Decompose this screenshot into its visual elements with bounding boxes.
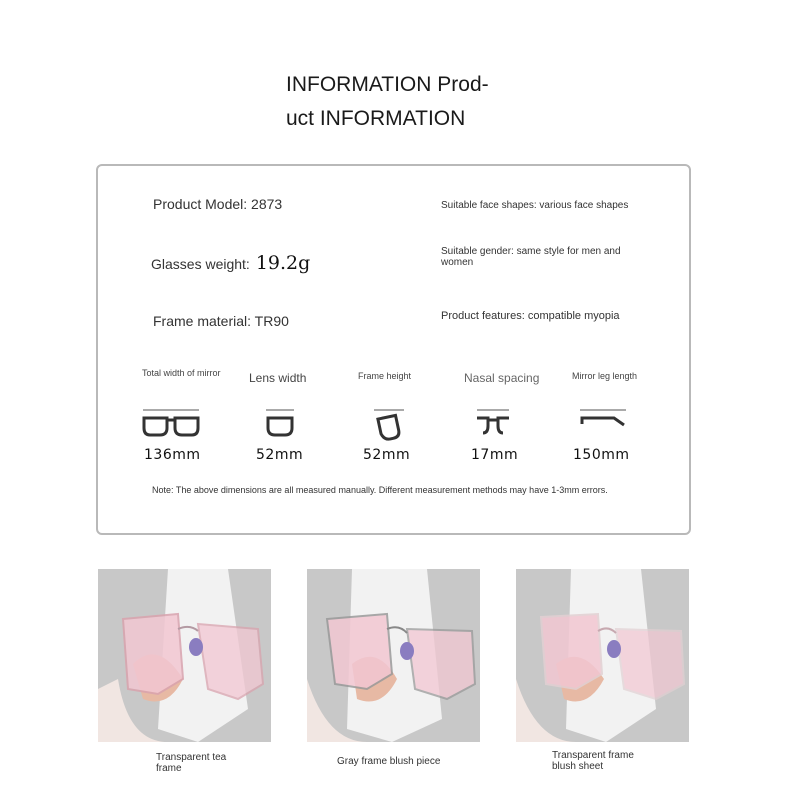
glasses-on-case-image bbox=[307, 569, 480, 742]
dimension-value-nasal-spacing: 17mm bbox=[471, 447, 519, 463]
product-photo-transparent-frame bbox=[516, 569, 689, 742]
dimension-label-nasal-spacing: Nasal spacing bbox=[464, 371, 540, 385]
lens-width-icon bbox=[264, 406, 296, 440]
dimension-value-total-width: 136mm bbox=[144, 447, 201, 463]
product-photo-gray-frame bbox=[307, 569, 480, 742]
caption-gray-frame: Gray frame blush piece bbox=[337, 756, 441, 767]
spec-card bbox=[96, 164, 691, 535]
title-line-1: INFORMATION Prod- bbox=[286, 73, 489, 96]
page-title bbox=[286, 68, 526, 136]
title-line-2: uct INFORMATION bbox=[286, 107, 466, 130]
dimension-value-lens-width: 52mm bbox=[256, 447, 304, 463]
measurement-note: Note: The above dimensions are all measured manually. Different measurement methods may have 1-3mm errors. bbox=[152, 485, 608, 495]
suitable-gender: Suitable gender: same style for men and women bbox=[441, 246, 621, 268]
nasal-spacing-icon bbox=[474, 406, 512, 440]
weight-value: 19.2g bbox=[255, 252, 311, 274]
dimension-value-frame-height: 52mm bbox=[363, 447, 411, 463]
dimension-label-temple-length: Mirror leg length bbox=[572, 371, 638, 381]
caption-transparent-frame: Transparent frame blush sheet bbox=[552, 750, 634, 772]
caption-tea-frame: Transparent tea frame bbox=[156, 752, 227, 774]
frame-material: Frame material: TR90 bbox=[153, 313, 289, 329]
product-features: Product features: compatible myopia bbox=[441, 310, 620, 322]
dimension-label-frame-height: Frame height bbox=[358, 371, 412, 381]
frame-height-icon bbox=[372, 406, 406, 442]
dimension-label-total-width: Total width of mirror bbox=[142, 368, 221, 378]
product-model: Product Model: 2873 bbox=[153, 196, 283, 212]
product-photo-tea-frame bbox=[98, 569, 271, 742]
temple-length-icon bbox=[578, 406, 628, 432]
glasses-on-case-image bbox=[516, 569, 689, 742]
weight-label: Glasses weight: bbox=[151, 256, 250, 272]
glasses-weight bbox=[151, 252, 310, 274]
glasses-on-case-image bbox=[98, 569, 271, 742]
suitable-face-shapes: Suitable face shapes: various face shapes bbox=[441, 200, 629, 211]
dimension-label-lens-width: Lens width bbox=[249, 371, 307, 385]
glasses-front-icon bbox=[140, 406, 202, 440]
dimension-value-temple-length: 150mm bbox=[573, 447, 630, 463]
